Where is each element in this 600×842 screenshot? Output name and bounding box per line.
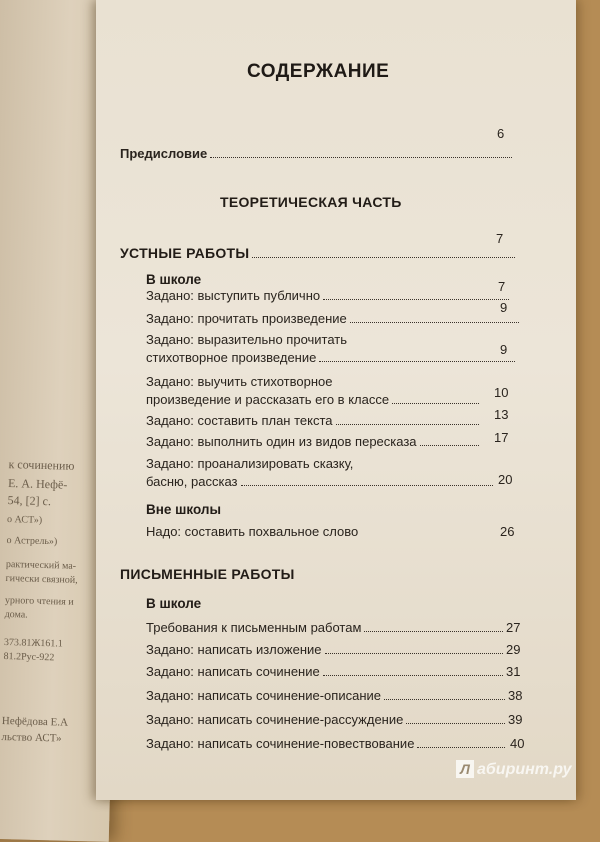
leader-dots bbox=[406, 722, 505, 724]
toc-entry bbox=[146, 288, 512, 303]
toc-entry bbox=[146, 688, 508, 703]
toc-entry-label: Задано: выполнить один из видов пересказа bbox=[146, 434, 417, 449]
toc-entry bbox=[146, 311, 522, 326]
facing-page-text: Нефёдова Е.А bbox=[1, 714, 69, 729]
facing-page-text: 54, [2] с. bbox=[7, 493, 52, 509]
toc-entry-line: Задано: проанализировать сказку, bbox=[146, 456, 354, 471]
toc-entry-label: Задано: выступить публично bbox=[146, 288, 321, 303]
toc-entry bbox=[146, 350, 518, 365]
toc-entry bbox=[146, 664, 506, 679]
leader-dots bbox=[210, 156, 512, 158]
facing-page-text: гически связной, bbox=[5, 573, 78, 586]
written-heading: ПИСЬМЕННЫЕ РАБОТЫ bbox=[120, 566, 295, 582]
toc-entry-label: басню, рассказ bbox=[146, 474, 238, 489]
facing-page-text: рактический ма- bbox=[5, 559, 77, 572]
leader-dots bbox=[252, 256, 515, 258]
toc-entry-preface bbox=[120, 146, 515, 161]
toc-entry bbox=[146, 620, 506, 635]
toc-entry-page: 40 bbox=[510, 736, 525, 751]
toc-entry-oral bbox=[120, 245, 518, 261]
watermark bbox=[456, 760, 572, 779]
preface-page: 6 bbox=[497, 126, 505, 141]
oral-out-school: Вне школы bbox=[146, 502, 222, 517]
oral-page: 7 bbox=[496, 231, 504, 246]
toc-entry-page: 26 bbox=[500, 524, 515, 539]
toc-entry-label: Задано: составить план текста bbox=[146, 413, 333, 428]
toc-entry bbox=[146, 392, 482, 407]
toc-entry bbox=[146, 413, 482, 428]
toc-entry-label: Задано: написать сочинение-описание bbox=[146, 688, 381, 703]
toc-entry-label: Задано: написать сочинение bbox=[146, 664, 320, 679]
oral-heading: УСТНЫЕ РАБОТЫ bbox=[120, 245, 250, 261]
toc-entry-page: 27 bbox=[506, 620, 521, 635]
facing-page-text: о Астрель») bbox=[6, 535, 58, 548]
toc-entry-label: произведение и рассказать его в классе bbox=[146, 392, 390, 407]
toc-entry-page: 9 bbox=[500, 300, 508, 315]
written-in-school: В школе bbox=[146, 596, 202, 611]
toc-entry-label: Задано: написать сочинение-рассуждение bbox=[146, 712, 404, 727]
toc-entry-label: Задано: написать изложение bbox=[146, 642, 322, 657]
toc-entry-page: 7 bbox=[498, 279, 506, 294]
toc-entry-label: Требования к письменным работам bbox=[146, 620, 362, 635]
toc-entry-line: Задано: выразительно прочитать bbox=[146, 332, 348, 347]
facing-page-text: к сочинению bbox=[8, 457, 75, 473]
toc-entry-page: 17 bbox=[494, 430, 509, 445]
toc-entry-page: 20 bbox=[498, 472, 513, 487]
toc-entry-page: 39 bbox=[508, 712, 523, 727]
leader-dots bbox=[323, 298, 509, 300]
leader-dots bbox=[350, 321, 519, 323]
facing-page-text: о АСТ») bbox=[6, 514, 43, 526]
leader-dots bbox=[319, 360, 515, 362]
toc-entry bbox=[146, 736, 508, 751]
toc-entry-page: 10 bbox=[494, 385, 509, 400]
leader-dots bbox=[420, 444, 479, 446]
leader-dots bbox=[336, 423, 479, 425]
leader-dots bbox=[323, 674, 503, 676]
facing-page-text: дома. bbox=[4, 609, 28, 621]
toc-entry bbox=[146, 474, 496, 489]
leader-dots bbox=[325, 652, 503, 654]
toc-entry-page: 38 bbox=[508, 688, 523, 703]
toc-entry-page: 13 bbox=[494, 407, 509, 422]
watermark-text: абиринт.ру bbox=[477, 761, 572, 778]
toc-entry-label: Задано: прочитать произведение bbox=[146, 311, 347, 326]
toc-entry-line: Задано: выучить стихотворное bbox=[146, 374, 333, 389]
toc-entry-page: 9 bbox=[500, 342, 508, 357]
facing-page-text: Е. А. Нефё- bbox=[7, 476, 68, 492]
facing-page-text: льство АСТ» bbox=[1, 730, 62, 745]
toc-entry bbox=[146, 434, 482, 449]
oral-in-school: В школе bbox=[146, 272, 202, 287]
toc-entry bbox=[146, 712, 508, 727]
leader-dots bbox=[364, 630, 503, 632]
facing-page-text: 373.81Ж161.1 bbox=[3, 637, 63, 650]
toc-entry-label: стихотворное произведение bbox=[146, 350, 317, 365]
facing-page-text: урного чтения и bbox=[4, 595, 74, 608]
page-title: СОДЕРЖАНИЕ bbox=[247, 61, 390, 82]
toc-entry-page: 31 bbox=[506, 664, 521, 679]
toc-entry-label: Задано: написать сочинение-повествование bbox=[146, 736, 415, 751]
leader-dots bbox=[241, 484, 493, 486]
facing-page-text: 81.2Рус-922 bbox=[3, 651, 55, 664]
theory-heading: ТЕОРЕТИЧЕСКАЯ ЧАСТЬ bbox=[220, 194, 402, 210]
leader-dots bbox=[384, 698, 505, 700]
leader-dots bbox=[417, 746, 505, 748]
leader-dots bbox=[392, 402, 479, 404]
toc-entry-label: Надо: составить похвальное слово bbox=[146, 524, 359, 539]
toc-entry-label: Предисловие bbox=[120, 146, 208, 161]
labirint-logo-icon: Л bbox=[456, 760, 474, 778]
toc-entry bbox=[146, 642, 506, 657]
toc-entry-page: 29 bbox=[506, 642, 521, 657]
